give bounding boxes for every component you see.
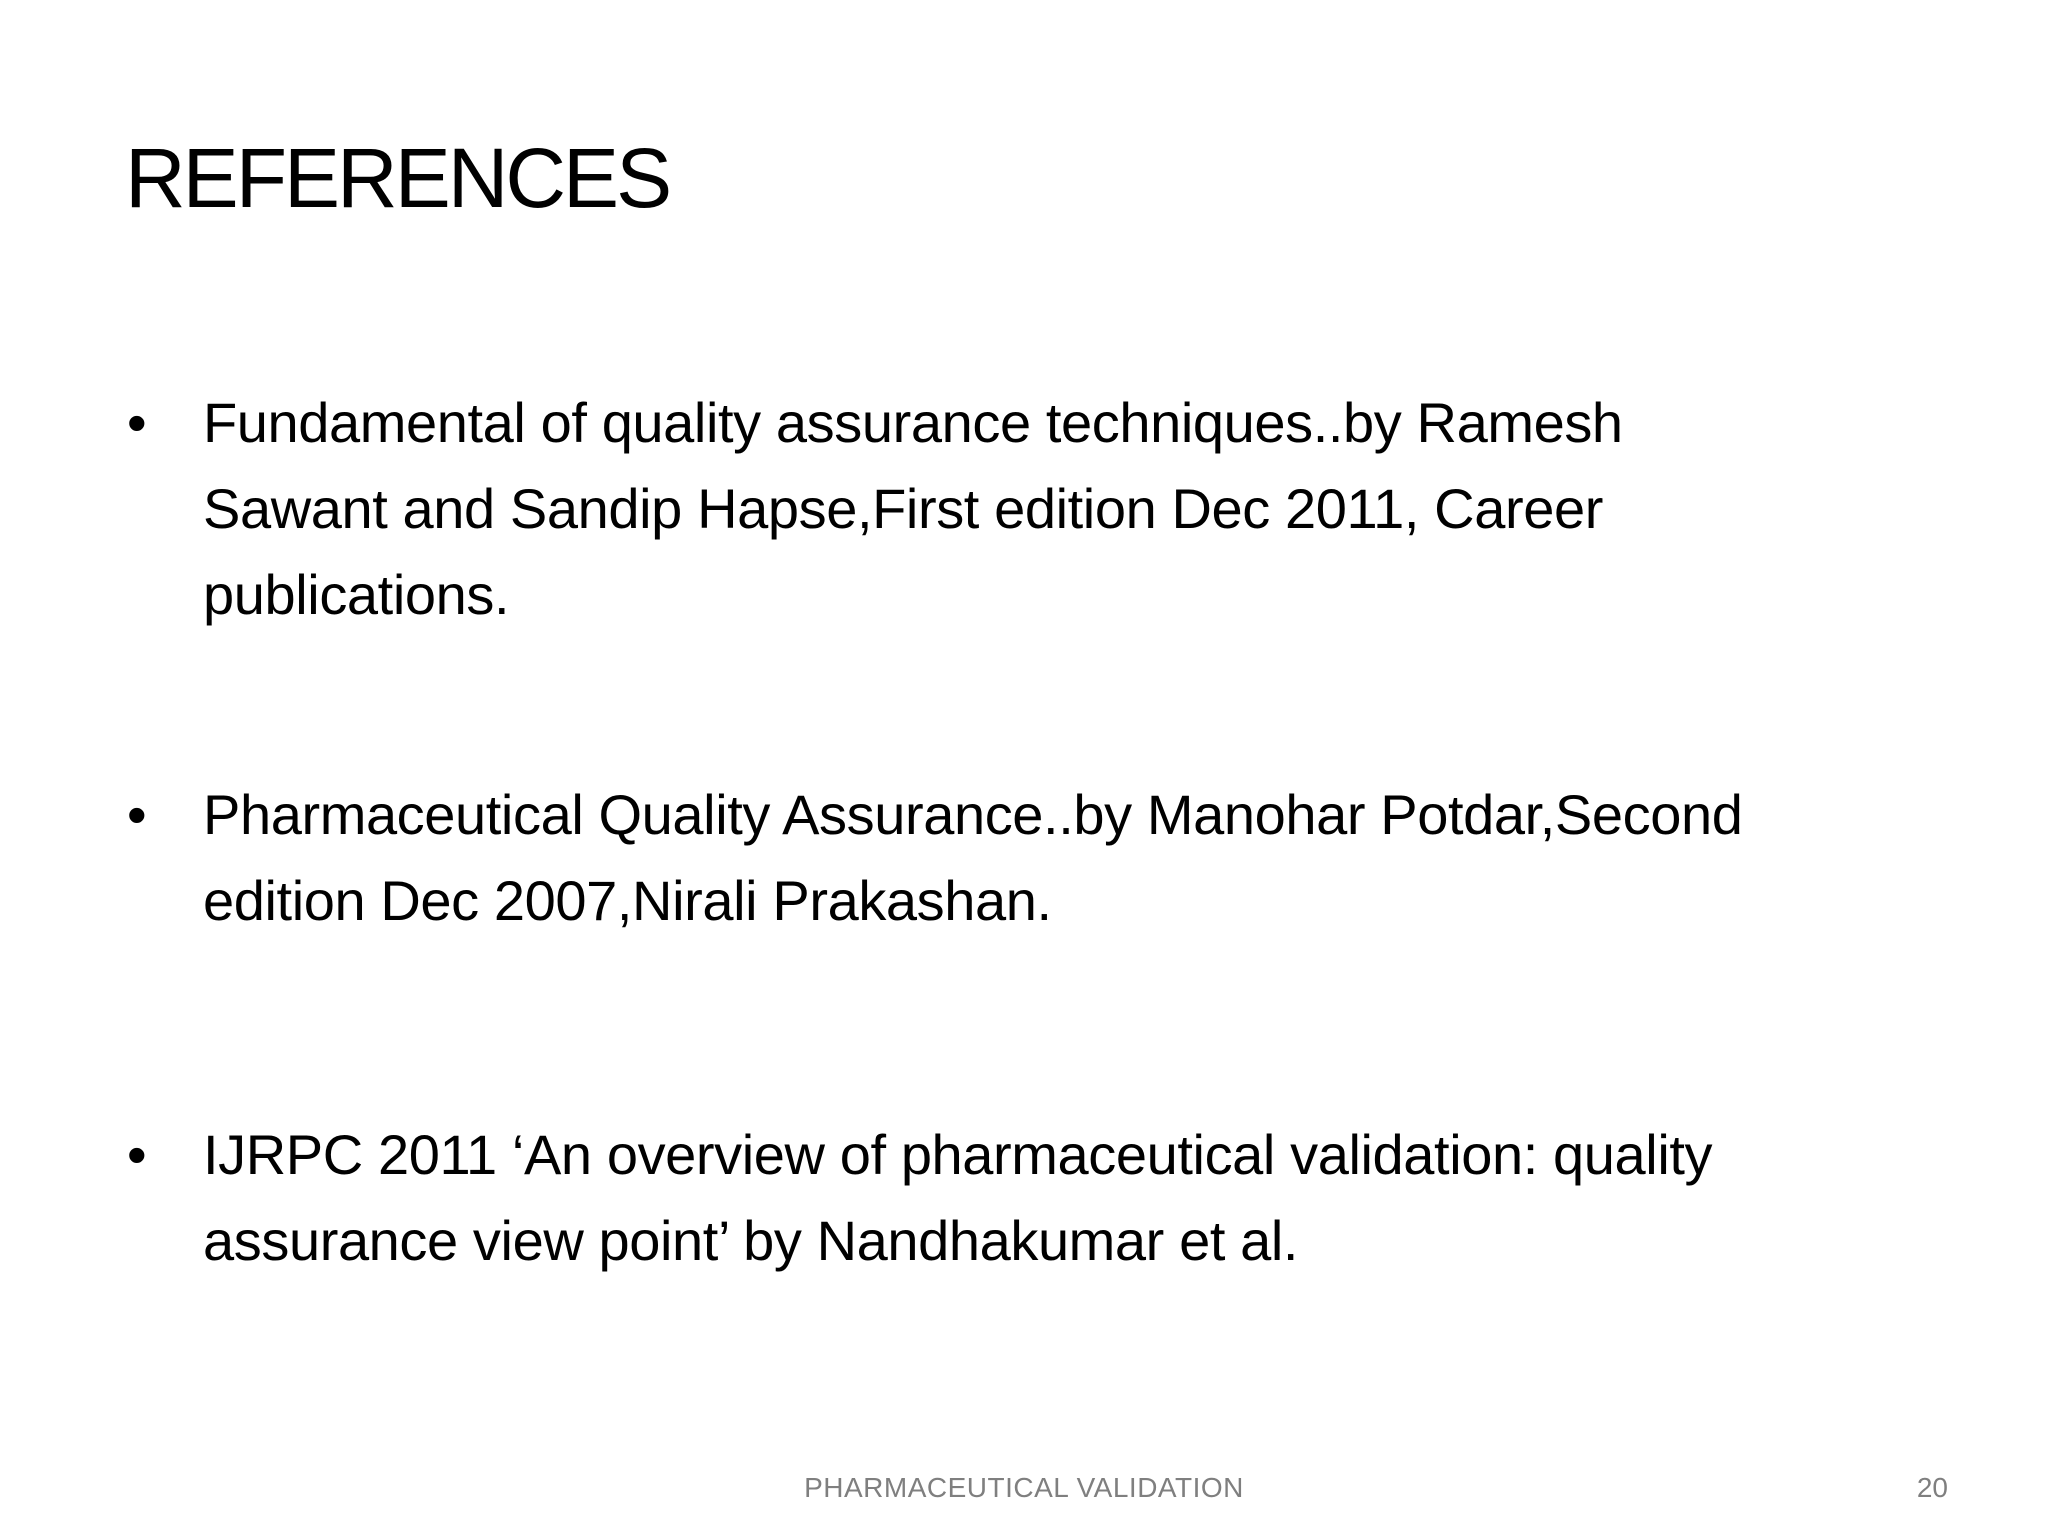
reference-item: [125, 380, 2048, 638]
reference-item: [125, 772, 2048, 944]
reference-text: IJRPC 2011 ‘An overview of pharmaceutical validation: quality assurance view point’ by Nandhakumar et al.: [203, 1123, 1713, 1272]
bullet-icon: •: [127, 1123, 147, 1186]
bullet-icon: •: [127, 783, 147, 846]
footer-label: PHARMACEUTICAL VALIDATION: [804, 1472, 1244, 1503]
bullet-icon: •: [127, 391, 147, 454]
reference-text: Fundamental of quality assurance techniques..by Ramesh Sawant and Sandip Hapse,First edition Dec 2011, Career publications.: [203, 391, 1623, 626]
reference-item: [125, 1112, 2048, 1284]
reference-text: Pharmaceutical Quality Assurance..by Manohar Potdar,Second edition Dec 2007,Nirali Prakashan.: [203, 783, 1743, 932]
slide-title: REFERENCES: [125, 131, 670, 225]
page-number: 20: [1916, 1472, 1948, 1503]
